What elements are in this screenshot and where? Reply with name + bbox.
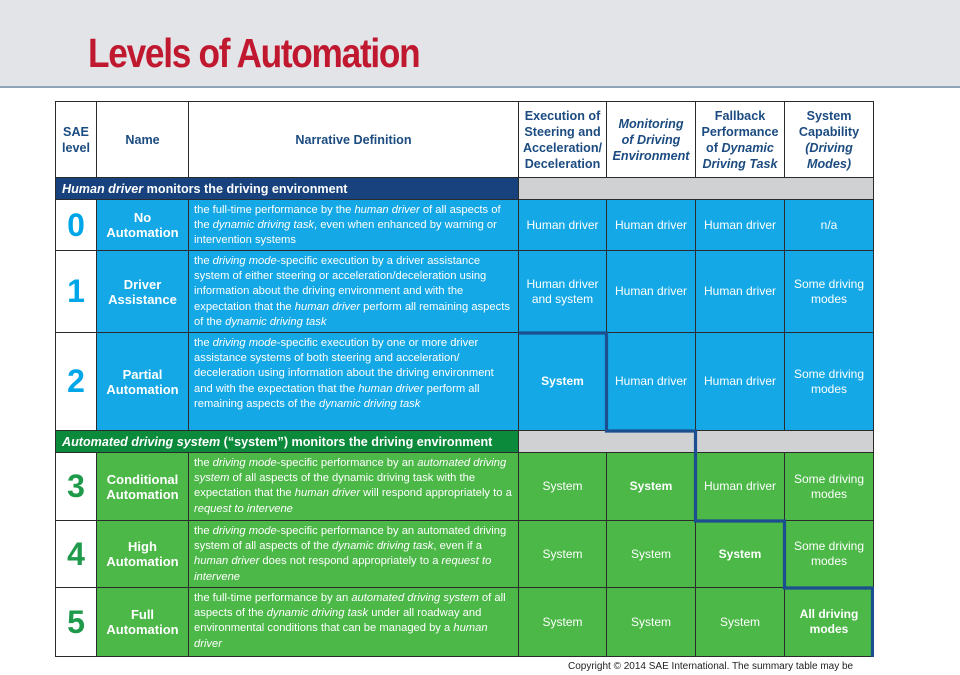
level-4-capability: Some driving modes	[784, 520, 874, 588]
band-system-spacer	[518, 430, 874, 453]
definition-text: human driver	[358, 382, 424, 395]
level-3-fallback: Human driver	[695, 452, 785, 521]
sae-automation-table	[55, 101, 874, 657]
header-fallback	[695, 101, 785, 178]
level-0-fallback: Human driver	[695, 199, 785, 251]
band-human-lead: Human driver	[62, 181, 144, 196]
level-0-definition	[188, 199, 519, 251]
level-1-monitoring: Human driver	[606, 250, 696, 333]
definition-text: human driver	[294, 487, 361, 500]
definition-text: -specific performance by an automated driving system of all aspects of the	[194, 525, 507, 553]
definition-text: -specific performance by an	[276, 457, 418, 469]
band-human-driver-monitors	[55, 177, 519, 200]
definition-text: human driver	[194, 622, 488, 650]
level-2-execution: System	[518, 332, 607, 431]
level-3-definition	[188, 452, 519, 521]
definition-text: dynamic driving task	[266, 607, 369, 620]
definition-text: of all aspects of the	[194, 592, 506, 620]
definition-text: dynamic driving task	[225, 315, 327, 328]
definition-text: perform all remaining aspects of the	[194, 300, 510, 328]
level-2-number: 2	[55, 332, 97, 431]
definition-text: driving mode	[212, 337, 277, 349]
level-2-definition	[188, 332, 519, 431]
level-3-name: Conditional Automation	[96, 452, 189, 521]
band-human-rest: monitors the driving environment	[143, 181, 348, 196]
copyright-notice: Copyright © 2014 SAE International. The summary table may be	[568, 661, 854, 672]
level-4-number: 4	[55, 520, 97, 588]
band-human-wrap	[62, 182, 348, 196]
level-0-monitoring: Human driver	[606, 199, 696, 251]
level-4-fallback: System	[695, 520, 785, 588]
definition-text: the	[194, 457, 213, 469]
header-system-capability	[784, 101, 874, 178]
header-fallback-wrap	[698, 108, 782, 172]
level-0-execution: Human driver	[518, 199, 607, 251]
definition-text: request to intervene	[194, 502, 293, 515]
level-5-fallback: System	[695, 587, 785, 657]
header-sae-level	[55, 101, 97, 178]
slide-title: Levels of Automation	[88, 30, 420, 76]
definition-text: perform all remaining aspects of the	[194, 382, 480, 410]
definition-text: dynamic driving task	[332, 540, 434, 553]
header-execution	[518, 101, 607, 178]
header-capability-wrap	[794, 108, 864, 172]
definition-text: of all aspects of the dynamic driving task with the expectation that the	[194, 472, 476, 500]
level-5-capability: All driving modes	[784, 587, 874, 657]
definition-text: automated driving system	[194, 457, 507, 485]
level-0-name: No Automation	[96, 199, 189, 251]
level-2-monitoring: Human driver	[606, 332, 696, 431]
level-5-number: 5	[55, 587, 97, 657]
header-capability-italic: (Driving Modes)	[805, 140, 853, 171]
header-execution-text: Execution of Steering and Acceleration/ Deceleration	[522, 108, 603, 171]
level-2-fallback: Human driver	[695, 332, 785, 431]
level-4-definition	[188, 520, 519, 588]
header-name: Name	[96, 101, 189, 178]
level-1-name: Driver Assistance	[96, 250, 189, 333]
definition-text: request to intervene	[194, 555, 492, 583]
level-4-monitoring: System	[606, 520, 696, 588]
definition-text: the	[194, 337, 213, 349]
definition-text: driving mode	[212, 525, 277, 537]
definition-text: dynamic driving task	[319, 397, 421, 410]
level-2-capability: Some driving modes	[784, 332, 874, 431]
level-3-number: 3	[55, 452, 97, 521]
header-fallback-italic: Dynamic Driving Task	[702, 140, 778, 171]
band-system-lead: Automated driving system	[62, 434, 221, 449]
header-fallback-text: Fallback Performance of	[701, 108, 779, 155]
definition-text: driving mode	[212, 255, 277, 267]
title-banner	[0, 0, 960, 88]
level-5-definition	[188, 587, 519, 657]
header-monitoring-text: Monitoring of Driving Environment	[612, 116, 690, 163]
level-3-execution: System	[518, 452, 607, 521]
level-1-execution: Human driver and system	[518, 250, 607, 333]
header-sae-level-text: SAE level	[61, 124, 90, 155]
header-narrative-definition: Narrative Definition	[188, 101, 519, 178]
definition-text: human driver	[194, 555, 260, 568]
header-capability-text: System Capability	[798, 108, 860, 139]
definition-text: the full-time performance by the	[194, 204, 355, 216]
level-0-capability: n/a	[784, 199, 874, 251]
definition-text: human driver	[354, 204, 420, 216]
definition-text: human driver	[294, 300, 361, 313]
level-1-fallback: Human driver	[695, 250, 785, 333]
definition-text: will respond appropriately to a	[360, 487, 512, 500]
header-monitoring	[606, 101, 696, 178]
band-system-wrap	[62, 435, 492, 449]
band-human-spacer	[518, 177, 874, 200]
definition-text: , even when enhanced by warning or intervention systems	[194, 219, 497, 247]
definition-text: under all roadway and environmental conditions that can be managed by a	[194, 607, 482, 635]
band-system-rest: (“system”) monitors the driving environment	[220, 434, 493, 449]
definition-text: does not respond appropriately to a	[259, 555, 442, 568]
level-2-name: Partial Automation	[96, 332, 189, 431]
level-5-name: Full Automation	[96, 587, 189, 657]
level-3-capability: Some driving modes	[784, 452, 874, 521]
level-5-monitoring: System	[606, 587, 696, 657]
level-1-capability: Some driving modes	[784, 250, 874, 333]
definition-text: the full-time performance by an	[194, 592, 352, 604]
level-5-execution: System	[518, 587, 607, 657]
definition-text: , even if a	[433, 540, 482, 553]
definition-text: -specific execution by one or more driver assistance systems of both steering and acceleration/ deceleration using information about the driving environment and with the expectation that the	[194, 337, 494, 395]
level-4-execution: System	[518, 520, 607, 588]
definition-text: automated driving system	[351, 592, 479, 604]
level-0-number: 0	[55, 199, 97, 251]
level-1-number: 1	[55, 250, 97, 333]
definition-text: of all aspects of the	[194, 204, 501, 232]
level-4-name: High Automation	[96, 520, 189, 588]
definition-text: -specific execution by a driver assistance system of either steering or acceleration/deceleration using information about the driving environment and with the expectation that the	[194, 255, 487, 313]
definition-text: dynamic driving task	[212, 219, 315, 232]
band-system-monitors	[55, 430, 519, 453]
level-1-definition	[188, 250, 519, 333]
level-3-monitoring: System	[606, 452, 696, 521]
definition-text: driving mode	[212, 457, 277, 469]
definition-text: the	[194, 255, 213, 267]
definition-text: the	[194, 525, 213, 537]
